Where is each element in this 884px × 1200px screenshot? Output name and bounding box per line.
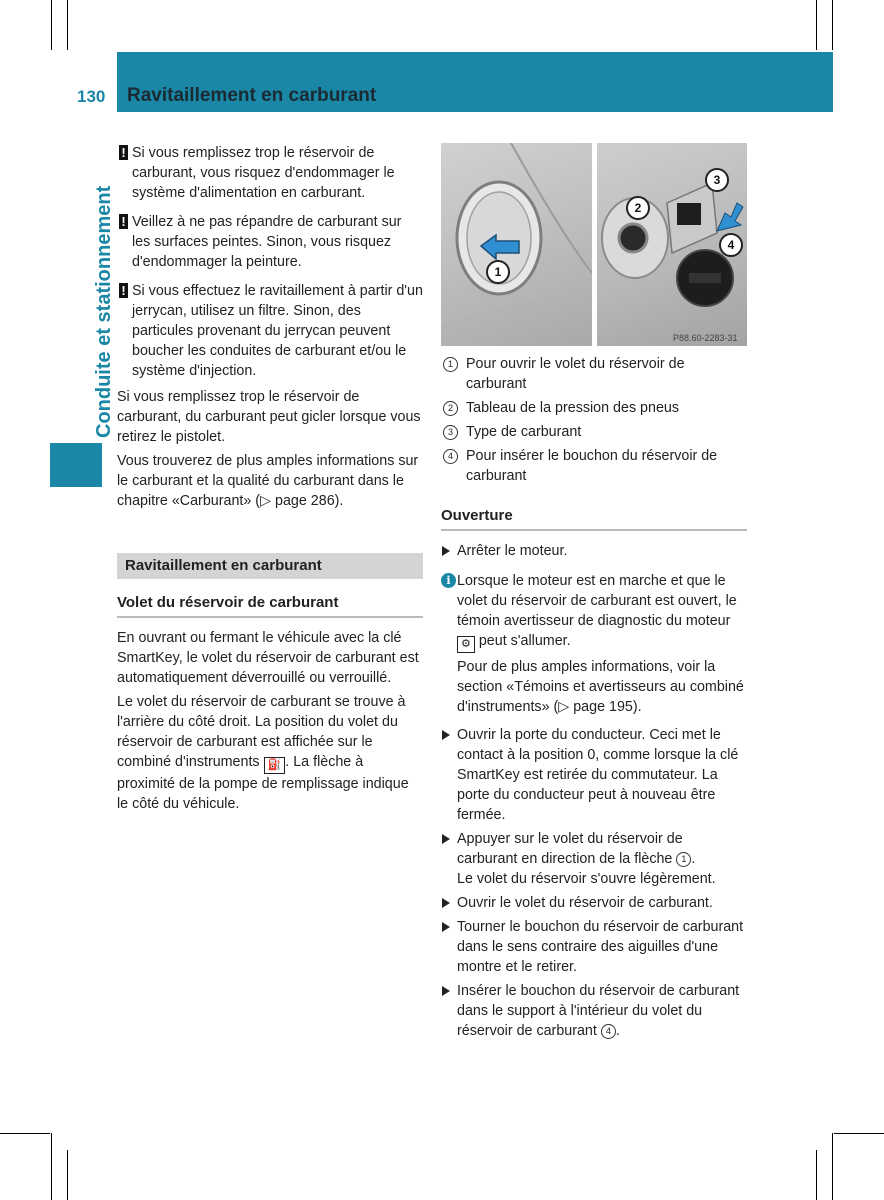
- section-heading: Ravitaillement en carburant: [117, 553, 423, 579]
- step-arrow-icon: [442, 922, 450, 932]
- callout-1: 1: [486, 260, 510, 284]
- paragraph-text: . La flèche à proximité de la pompe de remplissage indique le côté du véhicule.: [117, 754, 409, 812]
- step-arrow-icon: [442, 898, 450, 908]
- right-column: [441, 354, 747, 1045]
- warning-note: [117, 143, 423, 203]
- warning-text: Veillez à ne pas répandre de carburant sur les surfaces peintes. Sinon, vous risquez d'endommager la peinture.: [132, 214, 402, 270]
- crop-mark: [51, 1133, 52, 1200]
- fuel-cap-photo: [597, 143, 747, 346]
- crop-mark: [0, 1133, 50, 1134]
- step-text: Ouvrir le volet du réservoir de carburant.: [457, 895, 713, 911]
- instruction-step: [441, 893, 747, 913]
- callout-number: 2: [443, 401, 458, 416]
- info-text: Pour de plus amples informations, voir la section «Témoins et avertisseurs au combiné d'instruments» (▷ page 195).: [457, 659, 744, 715]
- step-text: Appuyer sur le volet du réservoir de carburant en direction de la flèche: [457, 831, 683, 867]
- callout-number: 1: [676, 852, 691, 867]
- info-text: Lorsque le moteur est en marche et que le volet du réservoir de carburant est ouvert, le témoin avertisseur de diagnostic du moteur: [457, 573, 737, 629]
- warning-note: [117, 212, 423, 272]
- callout-number: 4: [601, 1024, 616, 1039]
- legend-item: [441, 354, 747, 394]
- paragraph: Vous trouverez de plus amples informations sur le carburant et la qualité du carburant dans le chapitre «Carburant» (▷ page 286).: [117, 453, 419, 509]
- warning-text: Si vous effectuez le ravitaillement à partir d'un jerrycan, utilisez un filtre. Sinon, des particules provenant du jerrycan peuvent boucher les conduites de carburant et/ou le système d'injection.: [132, 283, 423, 379]
- info-note: [441, 657, 747, 717]
- instruction-step: Appuyer sur le volet du réservoir de carburant en direction de la flèche 1 . Le volet du réservoir s'ouvre légèrement.: [441, 829, 747, 889]
- legend-text: Tableau de la pression des pneus: [466, 400, 680, 416]
- paragraph: Si vous remplissez trop le réservoir de carburant, du carburant peut gicler lorsque vous retirez le pistolet.: [117, 389, 421, 445]
- warning-icon: !: [119, 283, 128, 298]
- legend-text: Pour ouvrir le volet du réservoir de carburant: [466, 356, 685, 392]
- callout-number: 3: [443, 425, 458, 440]
- crop-mark: [816, 1150, 817, 1200]
- info-note: [441, 571, 747, 653]
- step-arrow-icon: [442, 986, 450, 996]
- fuel-flap-photo: [441, 143, 592, 346]
- legend-item: [441, 422, 747, 442]
- left-column: [117, 143, 423, 818]
- page-title: Ravitaillement en carburant: [127, 85, 377, 106]
- legend-item: [441, 446, 747, 486]
- callout-number: 4: [443, 449, 458, 464]
- callout-4: 4: [719, 233, 743, 257]
- step-text: Le volet du réservoir s'ouvre légèrement.: [457, 871, 716, 887]
- engine-diagnostics-icon: ⚙: [457, 636, 475, 653]
- warning-icon: !: [119, 145, 128, 160]
- callout-2: 2: [626, 196, 650, 220]
- warning-icon: !: [119, 214, 128, 229]
- page-number: 130: [77, 87, 106, 106]
- info-icon: i: [441, 573, 456, 588]
- fuel-flap-illustration: [441, 143, 592, 346]
- callout-3: 3: [705, 168, 729, 192]
- instruction-step: [441, 725, 747, 825]
- chapter-tab: Conduite et stationnement: [93, 185, 115, 438]
- step-arrow-icon: [442, 834, 450, 844]
- subheading: Volet du réservoir de carburant: [117, 593, 423, 618]
- info-text: peut s'allumer.: [478, 633, 571, 649]
- figure-code: P88.60-2283-31: [673, 333, 738, 343]
- instruction-step: [441, 541, 747, 561]
- instruction-step: [441, 917, 747, 977]
- legend-text: Pour insérer le bouchon du réservoir de carburant: [466, 448, 718, 484]
- paragraph: En ouvrant ou fermant le véhicule avec la clé SmartKey, le volet du réservoir de carburant est automatiquement déverrouillé ou verrouillé.: [117, 630, 419, 686]
- crop-mark: [832, 0, 833, 50]
- paragraph-text: Le volet du réservoir de carburant se trouve à l'arrière du côté droit. La position du volet du réservoir de carburant est affichée sur le combiné d'instruments: [117, 694, 406, 770]
- step-text: Tourner le bouchon du réservoir de carburant dans le sens contraire des aiguilles d'une montre et le retirer.: [457, 919, 744, 975]
- warning-text: Si vous remplissez trop le réservoir de carburant, vous risquez d'endommager le système d'alimentation en carburant.: [132, 145, 395, 201]
- callout-number: 1: [443, 357, 458, 372]
- crop-mark: [67, 1150, 68, 1200]
- paragraph: [117, 692, 423, 814]
- crop-mark: [51, 0, 52, 50]
- legend-item: [441, 398, 747, 418]
- step-text: Insérer le bouchon du réservoir de carburant dans le support à l'intérieur du volet du réservoir de carburant: [457, 983, 740, 1039]
- fuel-pump-icon: ⛽: [264, 757, 286, 774]
- crop-mark: [816, 0, 817, 50]
- side-tab-marker: [50, 443, 102, 487]
- crop-mark: [834, 1133, 884, 1134]
- instruction-step: Insérer le bouchon du réservoir de carburant dans le support à l'intérieur du volet du réservoir de carburant 4 .: [441, 981, 747, 1041]
- crop-mark: [67, 0, 68, 50]
- warning-note: [117, 281, 423, 381]
- legend-text: Type de carburant: [466, 424, 582, 440]
- step-text: Ouvrir la porte du conducteur. Ceci met le contact à la position 0, comme lorsque la clé SmartKey est retirée du commutateur. La porte du conducteur peut à nouveau être fermée.: [457, 727, 739, 823]
- step-text: Arrêter le moteur.: [457, 543, 568, 559]
- subheading: Ouverture: [441, 506, 747, 531]
- crop-mark: [832, 1133, 833, 1200]
- step-arrow-icon: [442, 546, 450, 556]
- step-arrow-icon: [442, 730, 450, 740]
